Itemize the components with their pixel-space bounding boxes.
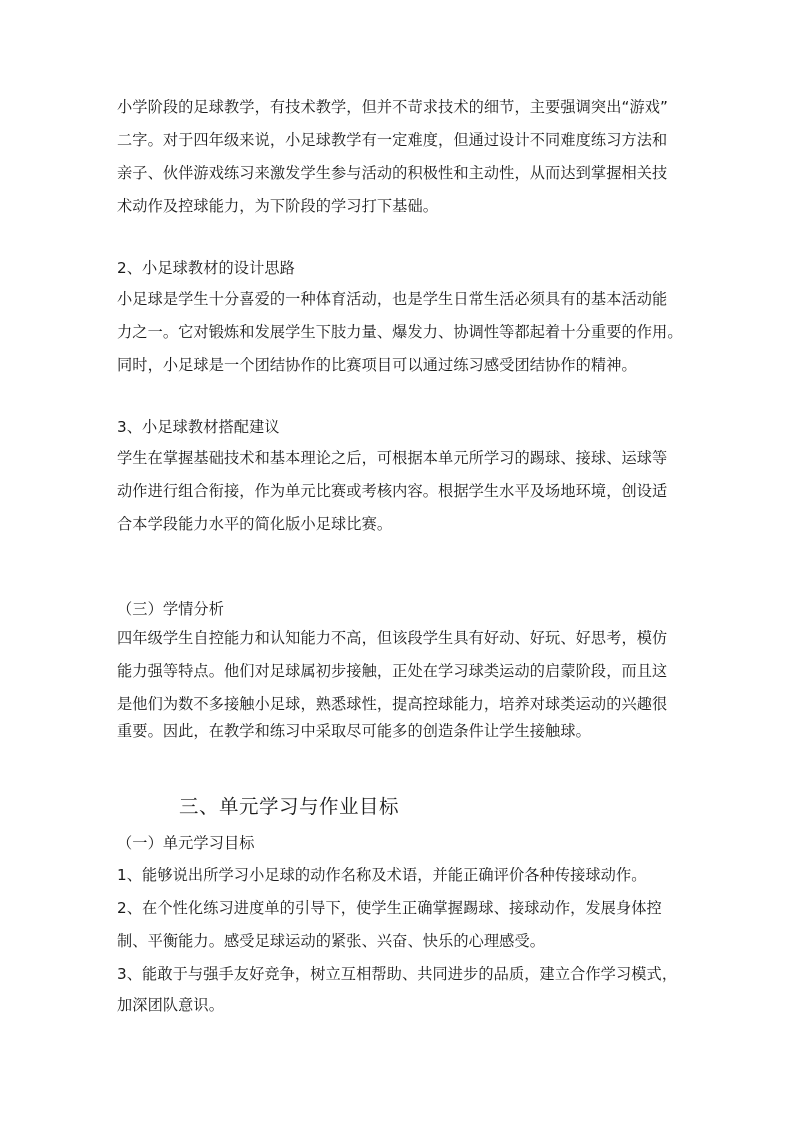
learner-analysis-line-3: 是他们为数不多接触小足球，熟悉球性，提高控球能力，培养对球类运动的兴趣很 bbox=[117, 695, 668, 713]
chapter-3-line-2: 2、在个性化练习进度单的引导下，使学生正确掌握踢球、接球动作，发展身体控 bbox=[117, 899, 662, 917]
chapter-3-sub-heading: （一）单元学习目标 bbox=[117, 834, 255, 852]
section-3-line-3: 合本学段能力水平的简化版小足球比赛。 bbox=[117, 515, 393, 533]
section-3-line-1: 学生在掌握基础技术和基本理论之后，可根据本单元所学习的踢球、接球、运球等 bbox=[117, 449, 668, 467]
learner-analysis-heading: （三）学情分析 bbox=[117, 600, 225, 618]
learner-analysis-line-4: 重要。因此，在教学和练习中采取尽可能多的创造条件让学生接触球。 bbox=[117, 722, 591, 740]
section-3-heading: 3、小足球教材搭配建议 bbox=[117, 418, 280, 436]
chapter-3-line-1: 1、能够说出所学习小足球的动作名称及术语，并能正确评价各种传接球动作。 bbox=[117, 866, 647, 884]
chapter-3-line-4: 3、能敢于与强手友好竞争，树立互相帮助、共同进步的品质，建立合作学习模式， bbox=[117, 965, 678, 983]
section-2-line-1: 小足球是学生十分喜爱的一种体育活动，也是学生日常生活必须具有的基本活动能 bbox=[117, 290, 668, 308]
learner-analysis-line-1: 四年级学生自控能力和认知能力不高，但该段学生具有好动、好玩、好思考，模仿 bbox=[117, 629, 668, 647]
section-2-line-3: 同时，小足球是一个团结协作的比赛项目可以通过练习感受团结协作的精神。 bbox=[117, 356, 637, 374]
paragraph-1-line-4: 术动作及控球能力，为下阶段的学习打下基础。 bbox=[117, 197, 439, 215]
chapter-3-line-3: 制、平衡能力。感受足球运动的紧张、兴奋、快乐的心理感受。 bbox=[117, 932, 546, 950]
section-2-heading: 2、小足球教材的设计思路 bbox=[117, 259, 295, 277]
paragraph-1-line-2: 二字。对于四年级来说，小足球教学有一定难度，但通过设计不同难度练习方法和 bbox=[117, 131, 668, 149]
chapter-3-title: 三、单元学习与作业目标 bbox=[179, 795, 400, 818]
chapter-3-line-5: 加深团队意识。 bbox=[117, 996, 225, 1014]
learner-analysis-line-2: 能力强等特点。他们对足球属初步接触，正处在学习球类运动的启蒙阶段，而且这 bbox=[117, 662, 668, 680]
paragraph-1-line-1: 小学阶段的足球教学，有技术教学，但并不苛求技术的细节，主要强调突出“游戏” bbox=[117, 98, 668, 116]
section-2-line-2: 力之一。它对锻炼和发展学生下肢力量、爆发力、协调性等都起着十分重要的作用。 bbox=[117, 323, 683, 341]
paragraph-1-line-3: 亲子、伙伴游戏练习来激发学生参与活动的积极性和主动性，从而达到掌握相关技 bbox=[117, 164, 668, 182]
section-3-line-2: 动作进行组合衔接，作为单元比赛或考核内容。根据学生水平及场地环境，创设适 bbox=[117, 482, 668, 500]
